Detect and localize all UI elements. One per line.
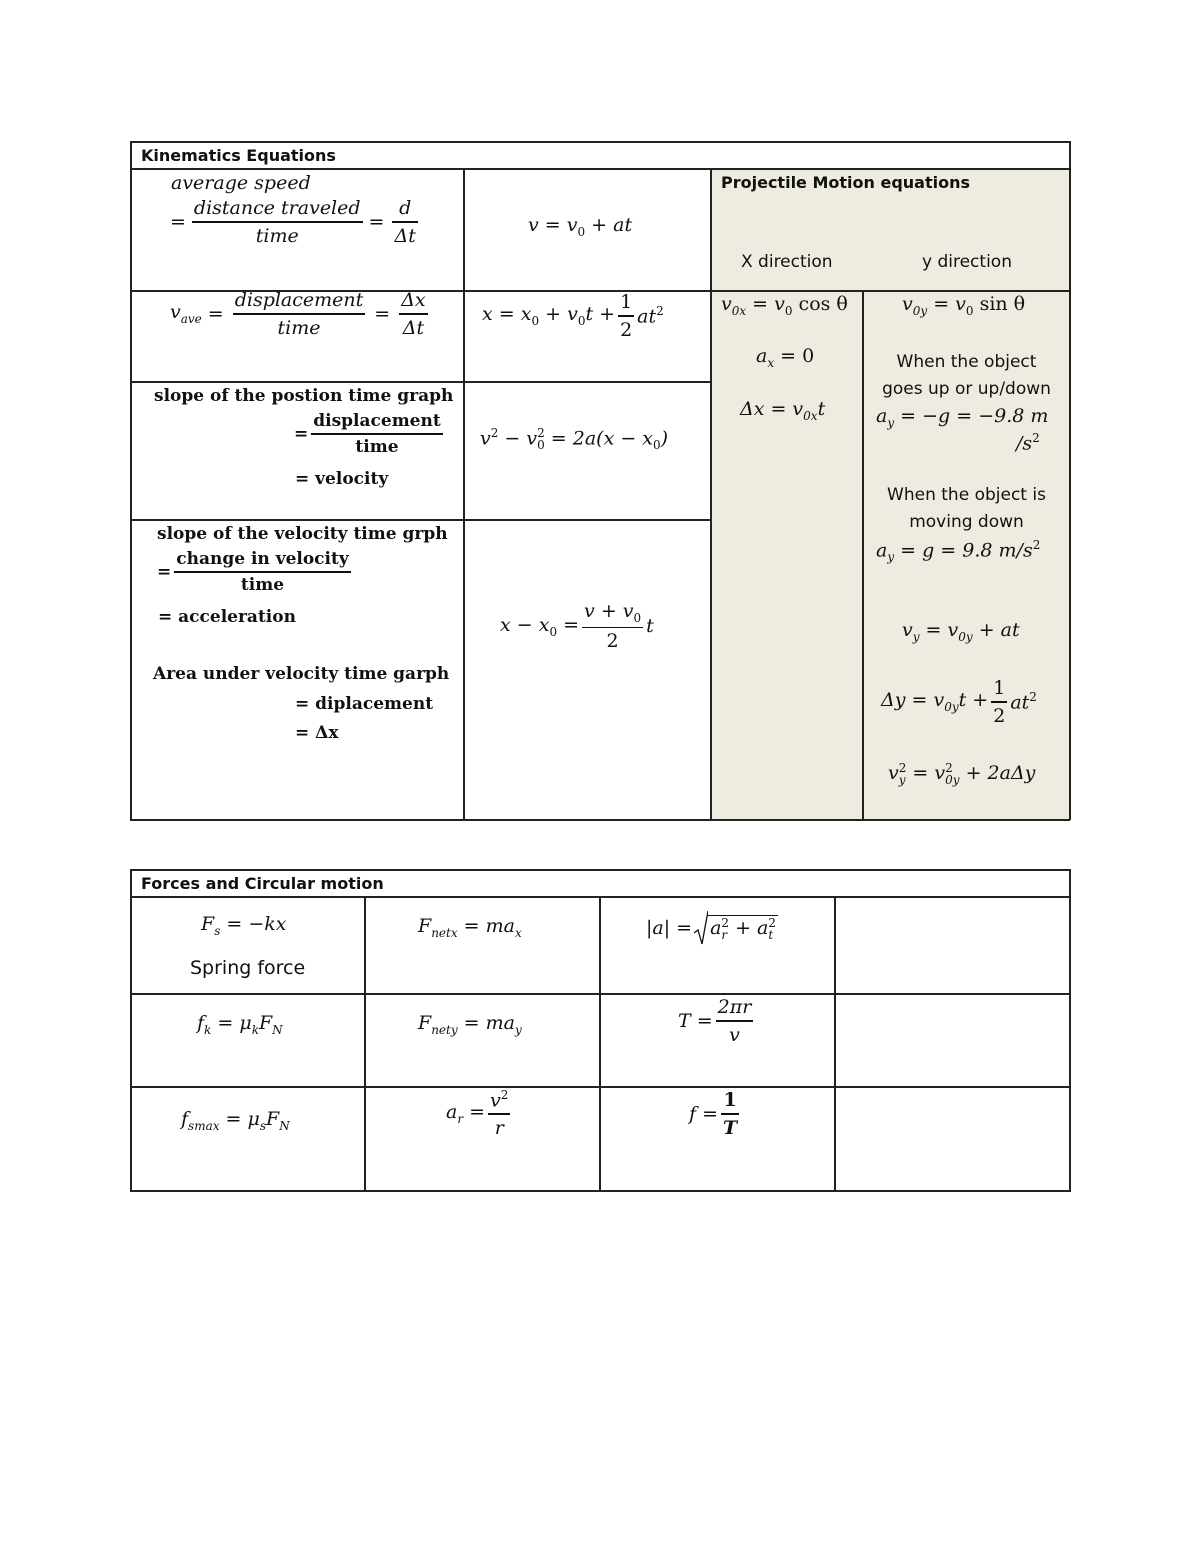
avg-speed-formula: = $\frac{\text{distance traveled}}{\text{time}}$ = $\frac{d}{\Delta t}$ bbox=[170, 197, 416, 247]
projectile-title: Projectile Motion equations bbox=[721, 173, 970, 192]
going-up-text-2: goes up or up/down bbox=[882, 379, 1051, 399]
frequency-equation: f = $\frac{1}{T}$ bbox=[689, 1089, 738, 1139]
fnetx-equation: $F_{netx} = ma_x$ bbox=[418, 915, 522, 940]
table-border bbox=[130, 168, 1070, 170]
table-border bbox=[1069, 869, 1071, 1192]
delta-x-equation: $\Delta x = v_{0x}t$ bbox=[740, 398, 826, 423]
table-border bbox=[1069, 141, 1071, 820]
table-border bbox=[130, 381, 711, 383]
average-velocity-position-equation: $x - x_0$ = $\frac{v + v_0}{2}$ t bbox=[500, 600, 654, 653]
table-border bbox=[364, 896, 366, 1192]
centripetal-acceleration-equation: $a_r$ = $\frac{v^2}{r}$ bbox=[446, 1088, 509, 1139]
table-border bbox=[130, 141, 1070, 143]
area-under-velocity-label: Area under velocity time garph bbox=[153, 664, 450, 684]
kinetic-friction-equation: $f_k = \mu_kF_N$ bbox=[197, 1012, 283, 1037]
table-border bbox=[130, 519, 711, 521]
slope-velocity-result: = acceleration bbox=[158, 607, 296, 627]
ay-up-unit: $/s^2$ bbox=[1016, 431, 1040, 455]
delta-y-equation: $\Delta y = v_{0y}t$ + $\frac{1}{2}$ $at^2$ bbox=[881, 677, 1037, 727]
v0y-equation: $v_{0y} = v_0$ sin θ bbox=[902, 293, 1026, 318]
fnety-equation: $F_{nety} = ma_y$ bbox=[418, 1012, 522, 1037]
moving-down-text-1: When the object is bbox=[887, 485, 1046, 505]
average-velocity-formula: $v_{ave}$ = $\frac{\text{displacement}}{\text{time}}$ = $\frac{\Delta x}{\Delta t}$ bbox=[170, 289, 426, 339]
x-direction-label: X direction bbox=[741, 252, 833, 272]
slope-velocity-fraction: = $\frac{\text{change in velocity}}{\text{time}}$ bbox=[157, 549, 349, 595]
ax-equation: $a_x = 0$ bbox=[756, 345, 815, 370]
table-border bbox=[130, 869, 1070, 871]
table-border bbox=[463, 168, 465, 820]
table-border bbox=[834, 896, 836, 1192]
area-delta-x: = Δx bbox=[295, 723, 339, 743]
sqrt-icon bbox=[694, 911, 708, 945]
y-direction-label: y direction bbox=[922, 252, 1012, 272]
ay-down-equation: $a_y = g = 9.8$ $m/s^2$ bbox=[876, 538, 1041, 565]
velocity-squared-equation: $v^2 - v$ 2 0 = $2a(x - x_0)$ bbox=[480, 426, 669, 453]
forces-title: Forces and Circular motion bbox=[141, 874, 384, 893]
slope-velocity-label: slope of the velocity time grph bbox=[157, 524, 448, 544]
vy-squared-equation: v 2 y = v 2 0y + 2aΔy bbox=[888, 761, 1036, 787]
avg-speed-label: average speed bbox=[171, 172, 311, 194]
static-friction-max-equation: $f_{smax} = \mu_sF_N$ bbox=[181, 1108, 290, 1133]
velocity-equation: $v = v_0$ + at bbox=[528, 214, 633, 239]
ay-up-equation: $a_y = -g = -9.8$ m bbox=[876, 405, 1049, 430]
table-border bbox=[130, 141, 132, 820]
table-border bbox=[130, 819, 1070, 821]
slope-position-fraction: = $\frac{\text{displacement}}{\text{time}}$ bbox=[294, 411, 441, 457]
v0x-equation: $v_{0x} = v_0$ cos θ bbox=[721, 293, 848, 318]
kinematics-title: Kinematics Equations bbox=[141, 146, 336, 165]
table-border bbox=[130, 869, 132, 1192]
period-equation: T = $\frac{2\pi r}{v}$ bbox=[678, 996, 752, 1046]
moving-down-text-2: moving down bbox=[909, 512, 1024, 532]
vy-equation: $v_y = v_{0y}$ + at bbox=[902, 619, 1020, 644]
table-border bbox=[599, 896, 601, 1192]
going-up-text-1: When the object bbox=[896, 352, 1037, 372]
position-equation: $x = x_0 + v_0t$ + $\frac{1}{2}$ $at^2$ bbox=[482, 291, 664, 341]
slope-position-result: = velocity bbox=[295, 469, 389, 489]
slope-position-label: slope of the postion time graph bbox=[154, 386, 454, 406]
area-displacement: = diplacement bbox=[295, 694, 434, 714]
acceleration-magnitude-equation: |a| = a 2 r + a 2 t bbox=[646, 911, 778, 945]
spring-force-label: Spring force bbox=[190, 957, 306, 979]
table-border bbox=[710, 168, 712, 820]
spring-force-equation: $F_s = -kx$ bbox=[201, 913, 287, 938]
